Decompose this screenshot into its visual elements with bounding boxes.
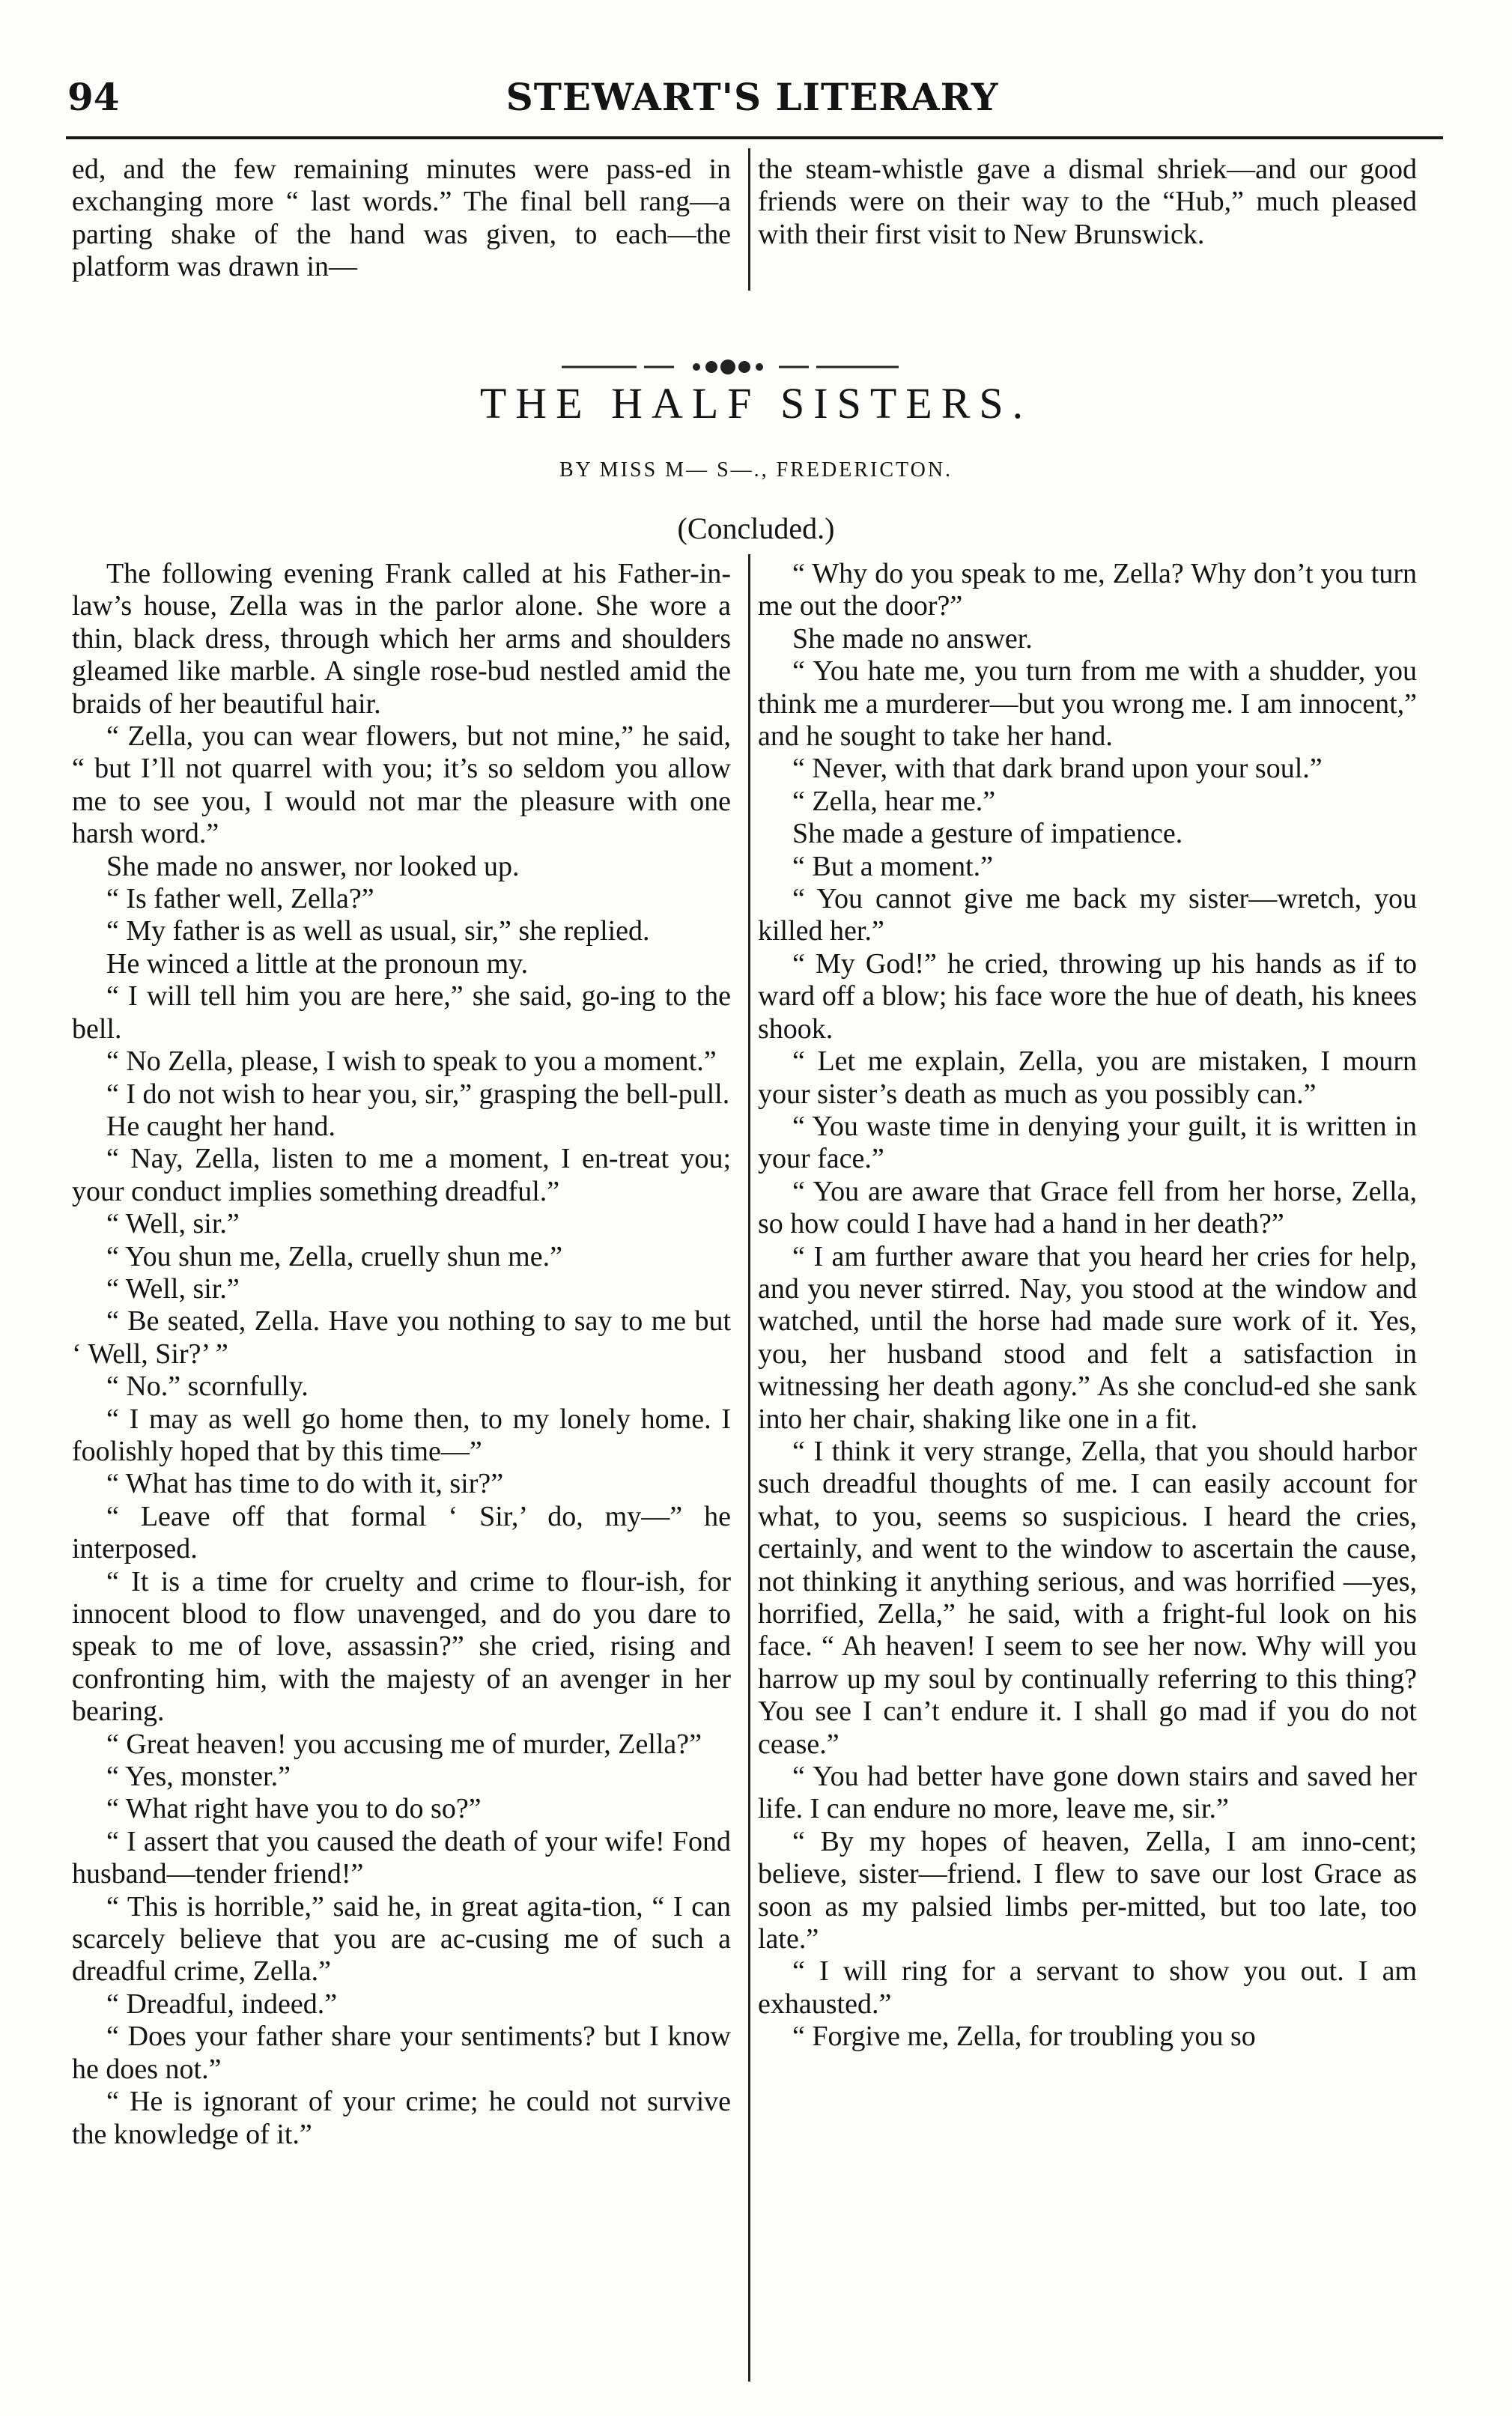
story-paragraph: “ Well, sir.” xyxy=(106,1208,240,1240)
column-divider xyxy=(748,554,750,2382)
story-paragraph: “ Nay, Zella, listen to me a moment, I en-treat you; your conduct implies something dreadful.” xyxy=(72,1143,731,1207)
concluded-note: (Concluded.) xyxy=(677,512,835,545)
header-rule xyxy=(66,136,1443,139)
story-paragraph: “ You had better have gone down stairs and saved her life. I can endure no more, leave me, sir.” xyxy=(758,1761,1417,1825)
story-paragraph: “ No.” scornfully. xyxy=(106,1371,309,1403)
story-paragraph: “ I think it very strange, Zella, that you should harbor such dreadful thoughts of me. I can easily account for what, to you, seems so suspicious. I heard the cries, certainly, and went to the window to ascertain the cause, not thinking it anything serious, and was horrified —yes, horrified, Zella,” he said, with a fright-ful look on his face. “ Ah heaven! I seem to see her now. Why will you harrow up my soul by continually referring to this thing? You see I can’t endure it. I shall go mad if you do not cease.” xyxy=(758,1435,1417,1760)
story-paragraph: “ What has time to do with it, sir?” xyxy=(106,1468,504,1500)
story-paragraph: “ It is a time for cruelty and crime to flour-ish, for innocent blood to flow unavenged, and do you dare to speak to me of love, assassin?” she cried, rising and confronting him, with the majesty of an avenger in her bearing. xyxy=(72,1565,731,1728)
story-paragraph: “ Great heaven! you accusing me of murder, Zella?” xyxy=(106,1728,702,1760)
story-paragraph: She made a gesture of impatience. xyxy=(792,818,1183,850)
story-paragraph: “ I may as well go home then, to my lonely home. I foolishly hoped that by this time—” xyxy=(72,1403,731,1467)
story-byline: BY MISS M— S—., FREDERICTON. xyxy=(559,458,953,482)
story-paragraph: “ Yes, monster.” xyxy=(106,1761,291,1793)
story-right-column xyxy=(758,558,1417,2054)
previous-article-end-left xyxy=(72,154,731,284)
story-paragraph: “ Why do you speak to me, Zella? Why don’t you turn me out the door?” xyxy=(758,558,1417,622)
story-paragraph: “ By my hopes of heaven, Zella, I am inno-cent; believe, sister—friend. I flew to save our lost Grace as soon as my palsied limbs per-mitted, but too late, too late.” xyxy=(758,1825,1417,1955)
story-paragraph: He caught her hand. xyxy=(106,1110,336,1142)
top-column-divider xyxy=(748,148,750,291)
story-paragraph: “ I am further aware that you heard her cries for help, and you never stirred. Nay, you stood at the window and watched, until the horse had made sure work of it. Yes, you, her husband stood and felt a satisfaction in witnessing her death agony.” As she conclud-ed she sank into her chair, shaking like one in a fit. xyxy=(758,1240,1417,1435)
story-paragraph: “ Let me explain, Zella, you are mistaken, I mourn your sister’s death as much as you possibly can.” xyxy=(758,1045,1417,1110)
story-paragraph: “ My father is as well as usual, sir,” she replied. xyxy=(106,915,650,947)
paragraph: the steam-whistle gave a dismal shriek—and our good friends were on their way to the “Hub,” much pleased with their first visit to New Brunswick. xyxy=(758,154,1417,250)
story-paragraph: “ But a moment.” xyxy=(792,850,994,882)
story-paragraph: “ Never, with that dark brand upon your soul.” xyxy=(792,753,1323,785)
page-number: 94 xyxy=(67,75,120,119)
story-paragraph: “ He is ignorant of your crime; he could not survive the knowledge of it.” xyxy=(72,2086,731,2150)
story-paragraph: “ Be seated, Zella. Have you nothing to say to me but ‘ Well, Sir?’ ” xyxy=(72,1305,731,1370)
story-paragraph: “ Is father well, Zella?” xyxy=(106,883,374,915)
story-paragraph: “ I will ring for a servant to show you out. I am exhausted.” xyxy=(758,1955,1417,2020)
story-paragraph: “ I assert that you caused the death of your wife! Fond husband—tender friend!” xyxy=(72,1825,731,1890)
story-paragraph: “ Does your father share your sentiments? but I know he does not.” xyxy=(72,2021,731,2085)
story-paragraph: “ You shun me, Zella, cruelly shun me.” xyxy=(106,1240,562,1272)
story-paragraph: “ This is horrible,” said he, in great agita-tion, “ I can scarcely believe that you are ac-cusing me of such a dreadful crime, Zella.” xyxy=(72,1890,731,1988)
story-left-column xyxy=(72,558,731,2151)
story-paragraph: “ Dreadful, indeed.” xyxy=(106,1988,338,2020)
story-paragraph: “ You hate me, you turn from me with a shudder, you think me a murderer—but you wrong me. I am innocent,” and he sought to take her hand. xyxy=(758,655,1417,753)
story-paragraph: “ What right have you to do so?” xyxy=(106,1793,482,1825)
story-paragraph: She made no answer, nor looked up. xyxy=(106,850,520,882)
story-paragraph: “ You are aware that Grace fell from her horse, Zella, so how could I have had a hand in her death?” xyxy=(758,1175,1417,1240)
previous-article-end-right xyxy=(758,154,1417,251)
story-paragraph: “ Leave off that formal ‘ Sir,’ do, my—” he interposed. xyxy=(72,1500,731,1565)
story-title: THE HALF SISTERS. xyxy=(479,379,1033,428)
story-paragraph: “ My God!” he cried, throwing up his hands as if to ward off a blow; his face wore the hue of death, his knees shook. xyxy=(758,947,1417,1045)
page-header xyxy=(67,75,1437,135)
story-paragraph: “ You cannot give me back my sister—wretch, you killed her.” xyxy=(758,883,1417,947)
story-paragraph: “ You waste time in denying your guilt, it is written in your face.” xyxy=(758,1110,1417,1175)
story-paragraph: “ Forgive me, Zella, for troubling you so xyxy=(792,2021,1256,2053)
story-paragraph: “ No Zella, please, I wish to speak to you a moment.” xyxy=(106,1045,717,1078)
section-ornament xyxy=(0,352,1512,382)
story-paragraph: “ I do not wish to hear you, sir,” grasping the bell-pull. xyxy=(106,1078,730,1110)
story-paragraph: “ Well, sir.” xyxy=(106,1272,240,1305)
running-title: STEWART'S LITERARY xyxy=(505,75,999,119)
story-paragraph: She made no answer. xyxy=(792,622,1033,655)
story-paragraph: “ I will tell him you are here,” she said, go-ing to the bell. xyxy=(72,980,731,1045)
story-paragraph: “ Zella, you can wear flowers, but not mine,” he said, “ but I’ll not quarrel with you; it’s so seldom you allow me to see you, I would not mar the pleasure with one harsh word.” xyxy=(72,720,731,850)
story-paragraph: The following evening Frank called at his Father-in-law’s house, Zella was in the parlor alone. She wore a thin, black dress, through which her arms and shoulders gleamed like marble. A single rose-bud nestled amid the braids of her beautiful hair. xyxy=(72,558,731,720)
paragraph: ed, and the few remaining minutes were pass-ed in exchanging more “ last words.” The final bell rang—a parting shake of the hand was given, to each—the platform was drawn in— xyxy=(72,154,731,283)
story-paragraph: He winced a little at the pronoun my. xyxy=(106,947,529,980)
story-paragraph: “ Zella, hear me.” xyxy=(792,785,996,817)
